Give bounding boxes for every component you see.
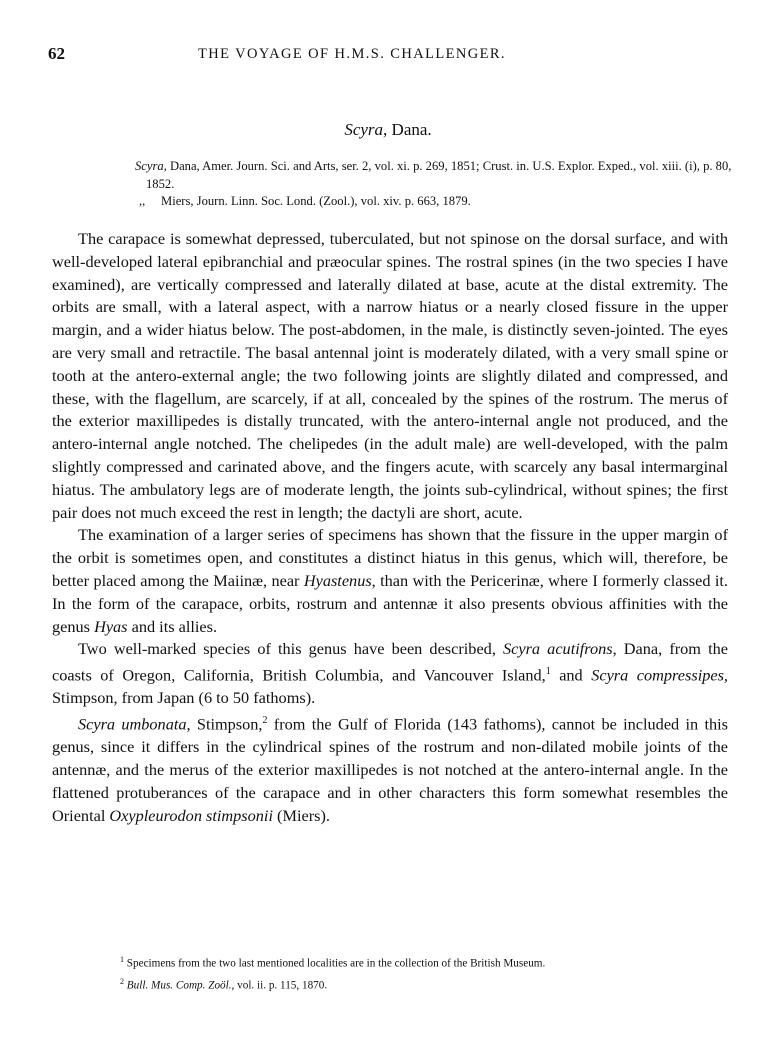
footnote-2-journal: Bull. Mus. Comp. Zoöl.	[124, 979, 232, 992]
text-run: and its allies.	[127, 616, 218, 636]
genus-hyas: Hyas	[94, 616, 128, 636]
paragraph-species	[52, 638, 728, 710]
ditto-mark: ,,	[139, 194, 146, 208]
footnote-2	[120, 973, 720, 995]
paragraph-classification	[52, 524, 728, 638]
paragraph-umbonata	[52, 710, 728, 827]
text-run: , than with the Pericerinæ, where I formerly classed it. In the form of the carapace, orbits, rostrum and antennæ it also presents obvious affinities with the genus	[52, 570, 728, 636]
reference-genus: Scyra	[135, 159, 164, 173]
genus-heading	[0, 120, 776, 140]
text-run: , Stimpson, from Japan (6 to 50 fathoms).	[52, 665, 728, 708]
text-run: Two well-marked species of this genus have been described,	[78, 639, 503, 659]
footnote-ref-2: 2	[262, 715, 268, 727]
running-head: THE VOYAGE OF H.M.S. CHALLENGER.	[198, 46, 506, 62]
genus-name: Scyra	[344, 120, 384, 139]
synonymy-references	[135, 158, 745, 211]
reference-dana-text: , Dana, Amer. Journ. Sci. and Arts, ser. 2, vol. xi. p. 269, 1851; Crust. in. U.S. Explor. Exped., vol. xiii. (i), p. 80, 1852.	[146, 159, 732, 191]
footnotes	[120, 951, 720, 994]
footnote-mark-1: 1	[120, 955, 124, 964]
paragraph-description: The carapace is somewhat depressed, tuberculated, but not spinose on the dorsal surface, and with well-developed lateral epibranchial and præocular spines. The rostral spines (in the two species I have examined), are vertically compressed and laterally dilated at base, acute at the distal extremity. The orbits are small, with a lateral aspect, with a narrow hiatus or a nearly closed fissure in the upper margin, and a wider hiatus below. The post-abdomen, in the male, is distinctly seven-jointed. The eyes are very small and retractile. The basal antennal joint is moderately dilated, with a very small spine or tooth at the antero-external angle; the two following joints are slightly dilated and compressed, and these, with the flagellum, are scarcely, if at all, concealed by the spines of the rostrum. The merus of the exterior maxillipedes is distally truncated, with the antero-internal angle not produced, and the antero-internal angle notched. The chelipedes (in the adult male) are well-developed, with the palm slightly compressed and carinated above, and the fingers acute, with scarcely any basal intermarginal hiatus. The ambulatory legs are of moderate length, the joints sub-cylindrical, without spines; the first pair does not much exceed the rest in length; the dactyli are short, acute.	[52, 229, 728, 522]
footnote-mark-2: 2	[120, 976, 124, 986]
reference-miers	[139, 193, 745, 211]
genus-author: , Dana.	[383, 120, 432, 139]
species-acutifrons: Scyra acutifrons	[503, 639, 613, 659]
page-number: 62	[48, 44, 65, 63]
reference-dana	[135, 158, 745, 193]
reference-miers-text: Miers, Journ. Linn. Soc. Lond. (Zool.), vol. xiv. p. 663, 1879.	[161, 194, 471, 208]
footnote-2-text: , vol. ii. p. 115, 1870.	[231, 979, 328, 992]
text-run: , Dana, from the coasts of Oregon, California, British Columbia, and Vancouver Island,	[52, 639, 728, 685]
footnote-1	[120, 951, 720, 973]
page-header	[48, 44, 740, 66]
footnote-1-text: Specimens from the two last mentioned localities are in the collection of the British Museum.	[124, 957, 546, 970]
text-run: The examination of a larger series of specimens has shown that the fissure in the upper margin of the orbit is sometimes open, and constitutes a distinct hiatus in this genus, which will, therefore, be better placed among the Maiinæ, near	[52, 525, 728, 590]
species-oxypleurodon: Oxypleurodon stimpsonii	[109, 805, 273, 825]
text-run: (Miers).	[272, 805, 330, 825]
footnote-ref-1: 1	[545, 666, 551, 678]
species-umbonata: Scyra umbonata	[78, 714, 187, 734]
text-run: from the Gulf of Florida (143 fathoms), cannot be included in this genus, since it differs in the cylindrical spines of the rostrum and non-dilated mobile joints of the antennæ, and the merus of the exterior maxillipedes is not notched at the antero-internal angle. In the flattened protuberances of the carapace and in other characters this form somewhat resembles the Oriental	[52, 714, 729, 825]
body-text	[52, 228, 728, 828]
genus-hyastenus: Hyastenus	[303, 570, 372, 590]
text-run: , Stimpson,	[186, 714, 263, 734]
species-compressipes: Scyra compressipes	[591, 665, 724, 685]
text-run: and	[550, 665, 592, 685]
